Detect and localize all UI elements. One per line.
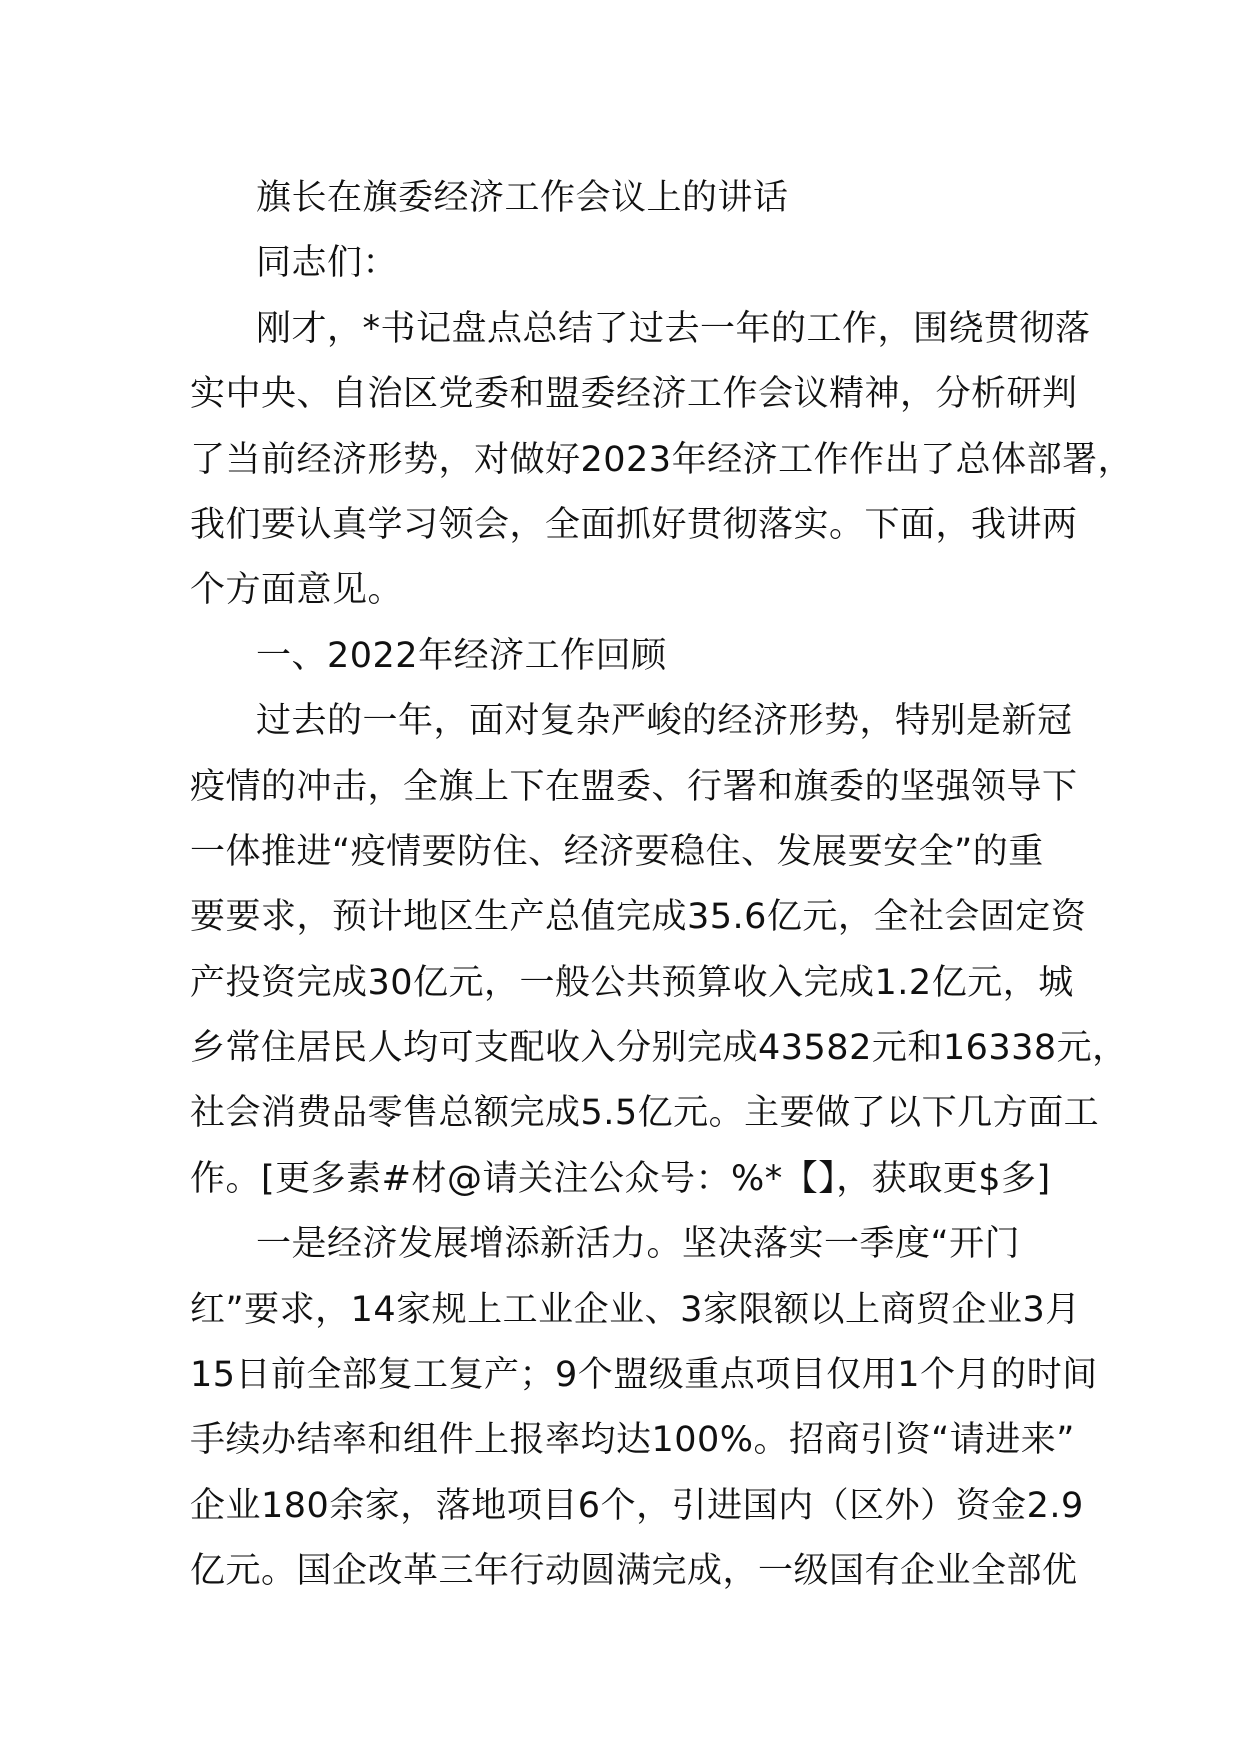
paragraph-line: 要要求，预计地区生产总值完成35.6亿元，全社会固定资 [190,897,1087,938]
paragraph-line: 红”要求，14家规上工业企业、3家限额以上商贸企业3月 [190,1289,1081,1330]
paragraph-line: 15日前全部复工复产；9个盟级重点项目仅用1个月的时间 [190,1355,1098,1396]
paragraph-line: 亿元。国企改革三年行动圆满完成，一级国有企业全部优 [190,1551,1078,1592]
document-title: 旗长在旗委经济工作会议上的讲话 [256,178,789,218]
document-body [190,166,1134,1605]
section-heading: 一、2022年经济工作回顾 [256,635,667,676]
paragraph-line: 产投资完成30亿元，一般公共预算收入完成1.2亿元，城 [190,962,1074,1003]
paragraph-line: 社会消费品零售总额完成5.5亿元。主要做了以下几方面工 [190,1093,1100,1134]
paragraph-line: 实中央、自治区党委和盟委经济工作会议精神，分析研判 [190,374,1078,415]
paragraph-line: 刚才，*书记盘点总结了过去一年的工作，围绕贯彻落 [256,308,1091,349]
paragraph-line: 乡常住居民人均可支配收入分别完成43582元和16338元， [190,1028,1128,1069]
paragraph-line: 手续办结率和组件上报率均达100%。招商引资“请进来” [190,1420,1075,1461]
paragraph-line: 一体推进“疫情要防住、经济要稳住、发展要安全”的重 [190,831,1044,872]
paragraph-line: 企业180余家，落地项目6个，引进国内（区外）资金2.9 [190,1485,1084,1526]
paragraph-line: 作。[更多素#材@请关注公众号：%*【】，获取更$多] [190,1158,1051,1199]
paragraph-line: 一是经济发展增添新活力。坚决落实一季度“开门 [256,1224,1021,1265]
paragraph-line: 了当前经济形势，对做好2023年经济工作作出了总体部署， [190,439,1134,480]
paragraph-line: 疫情的冲击，全旗上下在盟委、行署和旗委的坚强领导下 [190,766,1078,807]
paragraph-line: 我们要认真学习领会，全面抓好贯彻落实。下面，我讲两 [190,504,1078,545]
salutation: 同志们： [256,243,399,284]
paragraph-line: 个方面意见。 [190,570,404,611]
paragraph-line: 过去的一年，面对复杂严峻的经济形势，特别是新冠 [256,701,1073,742]
